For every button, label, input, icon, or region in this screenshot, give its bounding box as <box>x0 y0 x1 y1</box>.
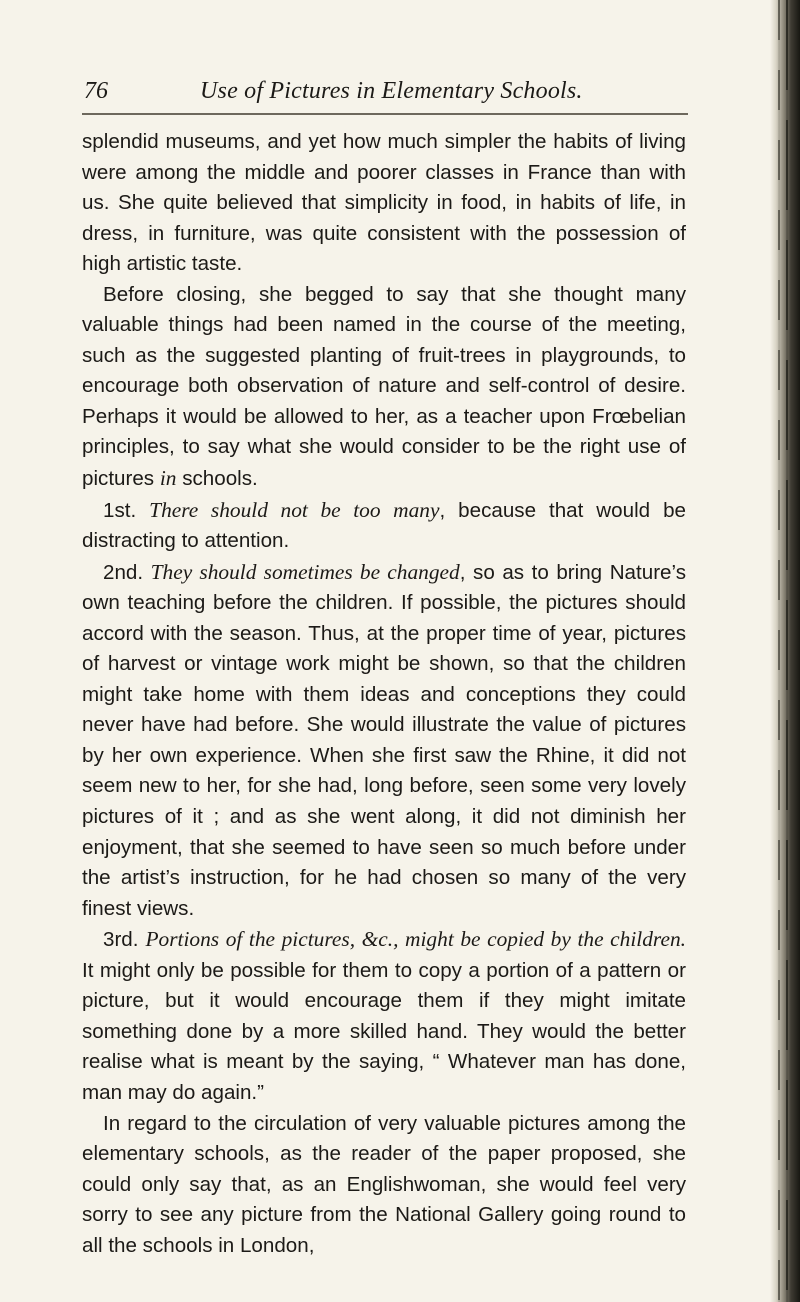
paragraph-2-emphasis: in <box>159 466 177 491</box>
paragraph-6 <box>82 1109 686 1262</box>
paragraph-1-text: splendid museums, and yet how much simpler the habits of living were among the middle and poorer classes in France than with us. She quite believed that simplicity in food, in habits of life, in dress, in furniture, was quite consistent with the possession of high artistic taste. <box>82 130 686 276</box>
body-text <box>82 127 686 1261</box>
running-title: Use of Pictures in Elementary Schools. <box>200 78 583 104</box>
paragraph-2-text: Before closing, she begged to say that she thought many valuable things had been named in the course of the meeting, such as the suggested planting of fruit-trees in playgrounds, to encourage both observation of nature and self-control of desire. Perhaps it would be allowed to her, as a teacher upon Frœbelian principles, to say what she would consider to be the right use of pictures <box>82 282 686 491</box>
paragraph-2 <box>82 280 686 495</box>
paragraph-3-number: 1st. <box>103 498 150 522</box>
header-rule <box>82 113 688 115</box>
paragraph-3-emphasis: There should not be too many <box>149 497 440 522</box>
paragraph-5-text: It might only be possible for them to copy a portion of a pattern or picture, but it would encourage them if they might imitate something done by a more skilled hand. They would the better realise what is meant by the saying, “ Whatever man has done, man may do again.” <box>82 958 686 1104</box>
paragraph-5-emphasis: Portions of the pictures, &c., might be copied by the children. <box>145 927 686 952</box>
paragraph-4-text: , so as to bring Nature’s own teaching before the children. If possible, the pictures should accord with the season. Thus, at the proper time of year, pictures of harvest or vintage work might be shown, so that the children might take home with them ideas and conceptions they could never have had before. She would illustrate the value of pictures by her own experience. When she first saw the Rhine, it did not seem new to her, for she had, long before, seen some very lovely pictures of it ; and as she went along, it did not diminish her enjoyment, that she seemed to have seen so much before under the artist’s instruction, for he had chosen so many of the very finest views. <box>82 560 686 920</box>
paragraph-4-number: 2nd. <box>103 560 151 584</box>
paragraph-1 <box>82 127 686 280</box>
paragraph-2-text-end: schools. <box>176 467 258 491</box>
paragraph-3 <box>82 495 686 557</box>
paragraph-4-emphasis: They should sometimes be changed <box>150 559 460 584</box>
paragraph-5-number: 3rd. <box>103 928 146 952</box>
page-header <box>84 70 704 110</box>
paragraph-6-text: In regard to the circulation of very valuable pictures among the elementary schools, as the reader of the paper proposed, she could only say that, as an Englishwoman, she would feel very sorry to see any picture from the National Gallery going round to all the schools in London, <box>82 1111 686 1257</box>
book-binding-edge <box>770 0 800 1302</box>
paragraph-3-text: , because that would be distracting to attention. <box>82 498 686 553</box>
page-number: 76 <box>84 78 108 104</box>
paragraph-5 <box>82 924 686 1108</box>
paragraph-4 <box>82 557 686 925</box>
